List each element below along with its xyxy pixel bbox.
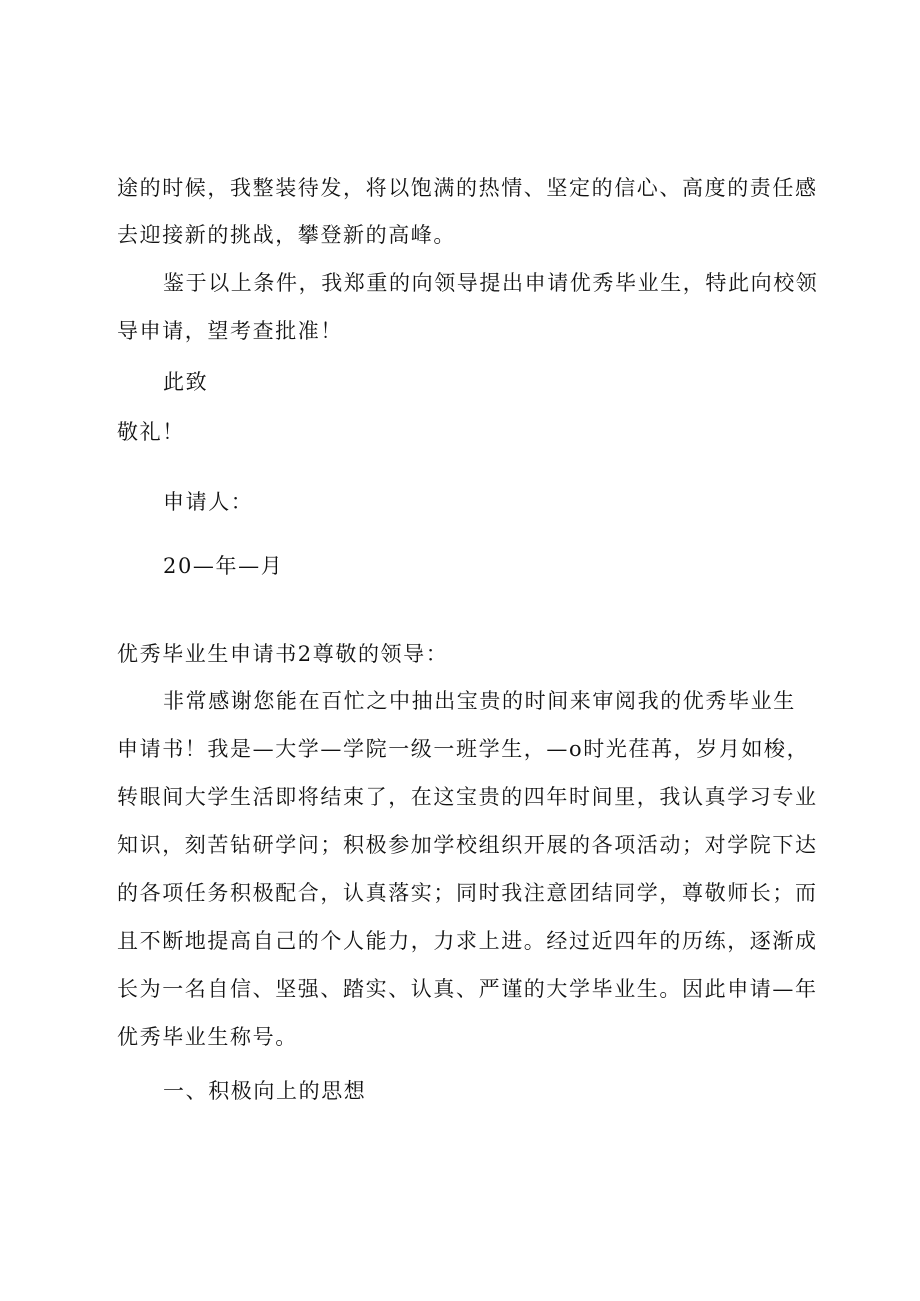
date-line: 20—年—月: [163, 554, 284, 578]
body-text-line: 的各项任务积极配合，认真落实；同时我注意团结同学，尊敬师长；而: [117, 881, 818, 905]
section-heading: 优秀毕业生申请书2尊敬的领导：: [117, 642, 449, 666]
body-text-line: 优秀毕业生称号。: [117, 1025, 298, 1049]
body-text-line: 知识，刻苦钻研学问；积极参加学校组织开展的各项活动；对学院下达: [117, 833, 818, 857]
subsection-heading: 一、积极向上的思想: [163, 1079, 367, 1103]
body-text-line: 转眼间大学生活即将结束了，在这宝贵的四年时间里，我认真学习专业: [117, 785, 818, 809]
body-text-line: 途的时候，我整装待发，将以饱满的热情、坚定的信心、高度的责任感: [117, 176, 818, 200]
closing-regards: 敬礼！: [117, 420, 185, 444]
closing-salutation: 此致: [163, 370, 209, 394]
body-text-line: 且不断地提高自己的个人能力，力求上进。经过近四年的历练，逐渐成: [117, 929, 818, 953]
body-text-line: 长为一名自信、坚强、踏实、认真、严谨的大学毕业生。因此申请—年: [117, 977, 818, 1001]
applicant-label: 申请人：: [163, 490, 254, 514]
paragraph-first-line: 鉴于以上条件，我郑重的向领导提出申请优秀毕业生，特此向校领: [163, 271, 819, 295]
body-text-line: 导申请，望考查批准！: [117, 319, 343, 343]
body-text-line: 申请书！我是—大学—学院一级一班学生，—o时光荏苒，岁月如梭，: [117, 737, 810, 761]
body-text-line: 去迎接新的挑战，攀登新的高峰。: [117, 223, 456, 247]
paragraph-first-line: 非常感谢您能在百忙之中抽出宝贵的时间来审阅我的优秀毕业生: [163, 689, 796, 713]
